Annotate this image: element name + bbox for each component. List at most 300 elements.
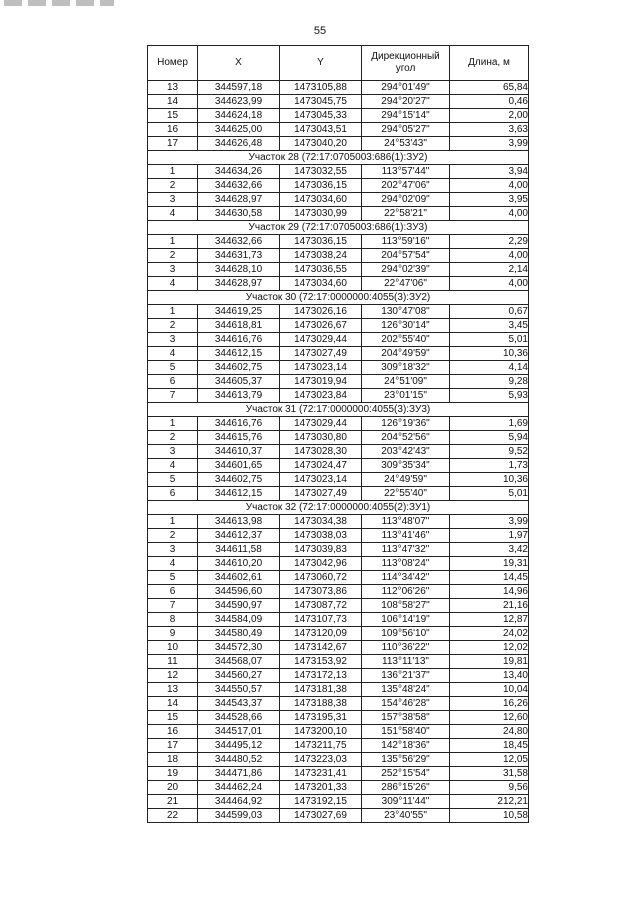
point-number: 5 <box>148 473 198 487</box>
coord-x: 344610,37 <box>198 445 280 459</box>
bearing-angle: 204°57'54" <box>362 249 450 263</box>
segment-length: 3,99 <box>450 137 529 151</box>
point-number: 15 <box>148 711 198 725</box>
point-number: 3 <box>148 193 198 207</box>
table-row <box>148 389 529 403</box>
coord-x: 344612,15 <box>198 347 280 361</box>
coord-y: 1473045,33 <box>280 109 362 123</box>
coord-x: 344619,25 <box>198 305 280 319</box>
point-number: 14 <box>148 697 198 711</box>
coord-x: 344632,66 <box>198 179 280 193</box>
coord-x: 344631,73 <box>198 249 280 263</box>
segment-length: 3,99 <box>450 515 529 529</box>
coord-y: 1473223,03 <box>280 753 362 767</box>
table-row <box>148 781 529 795</box>
bearing-angle: 113°47'32" <box>362 543 450 557</box>
section-row <box>148 151 529 165</box>
coord-x: 344613,98 <box>198 515 280 529</box>
table-row <box>148 459 529 473</box>
coord-x: 344596,60 <box>198 585 280 599</box>
bearing-angle: 24°49'59" <box>362 473 450 487</box>
coord-y: 1473023,84 <box>280 389 362 403</box>
coord-y: 1473027,49 <box>280 347 362 361</box>
segment-length: 212,21 <box>450 795 529 809</box>
table-row <box>148 375 529 389</box>
header-x: X <box>198 46 280 81</box>
coord-x: 344572,30 <box>198 641 280 655</box>
table-body <box>148 81 529 823</box>
segment-length: 14,45 <box>450 571 529 585</box>
section-row <box>148 501 529 515</box>
bearing-angle: 24°53'43" <box>362 137 450 151</box>
header-angle-line2: угол <box>395 63 416 74</box>
segment-length: 1,73 <box>450 459 529 473</box>
coord-x: 344543,37 <box>198 697 280 711</box>
table-row <box>148 95 529 109</box>
table-row <box>148 431 529 445</box>
table-row <box>148 697 529 711</box>
segment-length: 4,00 <box>450 179 529 193</box>
point-number: 3 <box>148 333 198 347</box>
coord-y: 1473027,69 <box>280 809 362 823</box>
segment-length: 5,01 <box>450 333 529 347</box>
bearing-angle: 22°47'06" <box>362 277 450 291</box>
point-number: 9 <box>148 627 198 641</box>
bearing-angle: 294°15'14" <box>362 109 450 123</box>
bearing-angle: 294°20'27" <box>362 95 450 109</box>
coord-x: 344602,75 <box>198 473 280 487</box>
table-row <box>148 571 529 585</box>
bearing-angle: 142°18'36" <box>362 739 450 753</box>
table-row <box>148 305 529 319</box>
bearing-angle: 309°35'34" <box>362 459 450 473</box>
point-number: 7 <box>148 389 198 403</box>
coord-y: 1473211,75 <box>280 739 362 753</box>
segment-length: 1,97 <box>450 529 529 543</box>
coord-x: 344632,66 <box>198 235 280 249</box>
segment-length: 21,16 <box>450 599 529 613</box>
table-row <box>148 193 529 207</box>
bearing-angle: 157°38'58" <box>362 711 450 725</box>
table-row <box>148 333 529 347</box>
coord-y: 1473192,15 <box>280 795 362 809</box>
coord-x: 344602,75 <box>198 361 280 375</box>
segment-length: 4,00 <box>450 249 529 263</box>
coord-y: 1473036,15 <box>280 235 362 249</box>
segment-length: 0,67 <box>450 305 529 319</box>
table-row <box>148 683 529 697</box>
bearing-angle: 108°58'27" <box>362 599 450 613</box>
coord-y: 1473172,13 <box>280 669 362 683</box>
bearing-angle: 23°01'15" <box>362 389 450 403</box>
segment-length: 5,01 <box>450 487 529 501</box>
point-number: 17 <box>148 739 198 753</box>
table-row <box>148 277 529 291</box>
coord-y: 1473023,14 <box>280 361 362 375</box>
point-number: 7 <box>148 599 198 613</box>
point-number: 4 <box>148 277 198 291</box>
bearing-angle: 309°18'32" <box>362 361 450 375</box>
point-number: 4 <box>148 557 198 571</box>
coord-y: 1473195,31 <box>280 711 362 725</box>
table-row <box>148 711 529 725</box>
bearing-angle: 22°55'40" <box>362 487 450 501</box>
section-title: Участок 30 (72:17:0000000:4055(3):ЗУ2) <box>148 291 529 305</box>
table-row <box>148 319 529 333</box>
table-row <box>148 515 529 529</box>
bearing-angle: 112°06'26" <box>362 585 450 599</box>
segment-length: 16,26 <box>450 697 529 711</box>
bearing-angle: 113°57'44" <box>362 165 450 179</box>
coord-x: 344568,07 <box>198 655 280 669</box>
segment-length: 31,58 <box>450 767 529 781</box>
section-title: Участок 32 (72:17:0000000:4055(2):ЗУ1) <box>148 501 529 515</box>
table-row <box>148 627 529 641</box>
point-number: 2 <box>148 529 198 543</box>
bearing-angle: 110°36'22" <box>362 641 450 655</box>
coord-x: 344616,76 <box>198 417 280 431</box>
section-title: Участок 31 (72:17:0000000:4055(3):ЗУ3) <box>148 403 529 417</box>
point-number: 2 <box>148 249 198 263</box>
bearing-angle: 109°56'10" <box>362 627 450 641</box>
coord-y: 1473034,38 <box>280 515 362 529</box>
point-number: 14 <box>148 95 198 109</box>
coord-x: 344630,58 <box>198 207 280 221</box>
coord-y: 1473043,51 <box>280 123 362 137</box>
table-row <box>148 361 529 375</box>
coord-y: 1473030,99 <box>280 207 362 221</box>
section-row <box>148 291 529 305</box>
table-row <box>148 753 529 767</box>
segment-length: 1,69 <box>450 417 529 431</box>
coord-x: 344597,18 <box>198 81 280 95</box>
coord-y: 1473105,88 <box>280 81 362 95</box>
coord-x: 344550,57 <box>198 683 280 697</box>
point-number: 4 <box>148 459 198 473</box>
table-row <box>148 487 529 501</box>
segment-length: 3,42 <box>450 543 529 557</box>
bearing-angle: 22°58'21" <box>362 207 450 221</box>
coord-y: 1473038,24 <box>280 249 362 263</box>
section-row <box>148 221 529 235</box>
coord-x: 344599,03 <box>198 809 280 823</box>
bearing-angle: 113°08'24" <box>362 557 450 571</box>
point-number: 3 <box>148 445 198 459</box>
segment-length: 4,00 <box>450 207 529 221</box>
point-number: 6 <box>148 585 198 599</box>
point-number: 4 <box>148 207 198 221</box>
coord-y: 1473026,67 <box>280 319 362 333</box>
coord-x: 344590,97 <box>198 599 280 613</box>
table-row <box>148 123 529 137</box>
segment-length: 19,31 <box>450 557 529 571</box>
table-row <box>148 347 529 361</box>
segment-length: 13,40 <box>450 669 529 683</box>
table-row <box>148 473 529 487</box>
point-number: 1 <box>148 305 198 319</box>
header-angle <box>362 46 450 81</box>
bearing-angle: 294°02'39" <box>362 263 450 277</box>
point-number: 1 <box>148 235 198 249</box>
coord-x: 344624,18 <box>198 109 280 123</box>
segment-length: 0,46 <box>450 95 529 109</box>
point-number: 4 <box>148 347 198 361</box>
table-row <box>148 445 529 459</box>
bearing-angle: 106°14'19" <box>362 613 450 627</box>
point-number: 16 <box>148 725 198 739</box>
coord-x: 344628,10 <box>198 263 280 277</box>
point-number: 5 <box>148 361 198 375</box>
coord-x: 344615,76 <box>198 431 280 445</box>
coord-x: 344462,24 <box>198 781 280 795</box>
table-row <box>148 165 529 179</box>
coord-x: 344626,48 <box>198 137 280 151</box>
table-row <box>148 81 529 95</box>
segment-length: 3,63 <box>450 123 529 137</box>
coord-x: 344464,92 <box>198 795 280 809</box>
coord-y: 1473153,92 <box>280 655 362 669</box>
segment-length: 10,36 <box>450 347 529 361</box>
coord-x: 344560,27 <box>198 669 280 683</box>
segment-length: 3,94 <box>450 165 529 179</box>
coord-y: 1473120,09 <box>280 627 362 641</box>
point-number: 12 <box>148 669 198 683</box>
point-number: 6 <box>148 375 198 389</box>
table-row <box>148 249 529 263</box>
coord-x: 344625,00 <box>198 123 280 137</box>
coord-y: 1473029,44 <box>280 417 362 431</box>
coord-y: 1473231,41 <box>280 767 362 781</box>
section-title: Участок 29 (72:17:0705003:686(1):ЗУ3) <box>148 221 529 235</box>
header-angle-line1: Дирекционный <box>371 51 440 62</box>
bearing-angle: 130°47'08" <box>362 305 450 319</box>
coord-y: 1473045,75 <box>280 95 362 109</box>
point-number: 8 <box>148 613 198 627</box>
point-number: 11 <box>148 655 198 669</box>
bearing-angle: 204°52'56" <box>362 431 450 445</box>
segment-length: 4,00 <box>450 277 529 291</box>
table-row <box>148 207 529 221</box>
coord-x: 344495,12 <box>198 739 280 753</box>
bearing-angle: 204°49'59" <box>362 347 450 361</box>
bearing-angle: 286°15'26" <box>362 781 450 795</box>
bearing-angle: 23°40'55" <box>362 809 450 823</box>
bearing-angle: 294°01'49" <box>362 81 450 95</box>
point-number: 22 <box>148 809 198 823</box>
segment-length: 10,58 <box>450 809 529 823</box>
bearing-angle: 252°15'54" <box>362 767 450 781</box>
bearing-angle: 113°48'07" <box>362 515 450 529</box>
coord-x: 344602,61 <box>198 571 280 585</box>
segment-length: 2,00 <box>450 109 529 123</box>
table-row <box>148 263 529 277</box>
table-row <box>148 613 529 627</box>
coord-x: 344471,86 <box>198 767 280 781</box>
coord-y: 1473200,10 <box>280 725 362 739</box>
page-number: 55 <box>313 25 327 37</box>
coord-y: 1473188,38 <box>280 697 362 711</box>
bearing-angle: 203°42'43" <box>362 445 450 459</box>
segment-length: 3,45 <box>450 319 529 333</box>
point-number: 1 <box>148 515 198 529</box>
coord-y: 1473036,15 <box>280 179 362 193</box>
table-row <box>148 795 529 809</box>
coord-y: 1473039,83 <box>280 543 362 557</box>
table-row <box>148 739 529 753</box>
bearing-angle: 114°34'42" <box>362 571 450 585</box>
segment-length: 5,94 <box>450 431 529 445</box>
table-row <box>148 585 529 599</box>
coord-x: 344605,37 <box>198 375 280 389</box>
bearing-angle: 135°48'24" <box>362 683 450 697</box>
bearing-angle: 126°30'14" <box>362 319 450 333</box>
coord-y: 1473201,33 <box>280 781 362 795</box>
scan-edge-mark <box>4 0 114 6</box>
segment-length: 24,02 <box>450 627 529 641</box>
segment-length: 9,56 <box>450 781 529 795</box>
coord-y: 1473181,38 <box>280 683 362 697</box>
segment-length: 12,87 <box>450 613 529 627</box>
coord-y: 1473023,14 <box>280 473 362 487</box>
table-row <box>148 529 529 543</box>
coord-x: 344480,52 <box>198 753 280 767</box>
point-number: 17 <box>148 137 198 151</box>
coord-y: 1473073,86 <box>280 585 362 599</box>
coord-y: 1473029,44 <box>280 333 362 347</box>
bearing-angle: 113°11'13" <box>362 655 450 669</box>
segment-length: 2,29 <box>450 235 529 249</box>
segment-length: 3,95 <box>450 193 529 207</box>
segment-length: 65,84 <box>450 81 529 95</box>
segment-length: 10,04 <box>450 683 529 697</box>
segment-length: 4,14 <box>450 361 529 375</box>
coord-y: 1473034,60 <box>280 193 362 207</box>
point-number: 19 <box>148 767 198 781</box>
point-number: 3 <box>148 263 198 277</box>
coord-y: 1473024,47 <box>280 459 362 473</box>
bearing-angle: 136°21'37" <box>362 669 450 683</box>
point-number: 20 <box>148 781 198 795</box>
coord-y: 1473034,60 <box>280 277 362 291</box>
bearing-angle: 309°11'44" <box>362 795 450 809</box>
coord-x: 344634,26 <box>198 165 280 179</box>
table-row <box>148 767 529 781</box>
point-number: 18 <box>148 753 198 767</box>
coord-x: 344616,76 <box>198 333 280 347</box>
table-row <box>148 557 529 571</box>
coord-y: 1473028,30 <box>280 445 362 459</box>
bearing-angle: 24°51'09" <box>362 375 450 389</box>
coord-y: 1473030,80 <box>280 431 362 445</box>
segment-length: 5,93 <box>450 389 529 403</box>
table-row <box>148 599 529 613</box>
point-number: 1 <box>148 417 198 431</box>
coord-x: 344610,20 <box>198 557 280 571</box>
header-y: Y <box>280 46 362 81</box>
point-number: 1 <box>148 165 198 179</box>
point-number: 10 <box>148 641 198 655</box>
bearing-angle: 294°02'09" <box>362 193 450 207</box>
point-number: 15 <box>148 109 198 123</box>
segment-length: 24,80 <box>450 725 529 739</box>
segment-length: 12,60 <box>450 711 529 725</box>
segment-length: 14,96 <box>450 585 529 599</box>
bearing-angle: 202°55'40" <box>362 333 450 347</box>
section-row <box>148 403 529 417</box>
coord-x: 344623,99 <box>198 95 280 109</box>
coord-y: 1473027,49 <box>280 487 362 501</box>
bearing-angle: 113°59'16" <box>362 235 450 249</box>
point-number: 13 <box>148 683 198 697</box>
coord-y: 1473019,94 <box>280 375 362 389</box>
segment-length: 10,36 <box>450 473 529 487</box>
bearing-angle: 151°58'40" <box>362 725 450 739</box>
coord-x: 344601,65 <box>198 459 280 473</box>
coord-x: 344517,01 <box>198 725 280 739</box>
coordinates-table <box>147 45 529 823</box>
table-row <box>148 109 529 123</box>
segment-length: 12,02 <box>450 641 529 655</box>
coord-y: 1473038,03 <box>280 529 362 543</box>
table-row <box>148 235 529 249</box>
coord-x: 344612,37 <box>198 529 280 543</box>
coord-x: 344611,58 <box>198 543 280 557</box>
point-number: 5 <box>148 571 198 585</box>
segment-length: 12,05 <box>450 753 529 767</box>
point-number: 13 <box>148 81 198 95</box>
bearing-angle: 113°41'46" <box>362 529 450 543</box>
bearing-angle: 135°56'29" <box>362 753 450 767</box>
coord-y: 1473026,16 <box>280 305 362 319</box>
bearing-angle: 126°19'36" <box>362 417 450 431</box>
segment-length: 18,45 <box>450 739 529 753</box>
coord-y: 1473060,72 <box>280 571 362 585</box>
bearing-angle: 154°46'28" <box>362 697 450 711</box>
segment-length: 19,81 <box>450 655 529 669</box>
segment-length: 9,52 <box>450 445 529 459</box>
coord-y: 1473040,20 <box>280 137 362 151</box>
coord-x: 344580,49 <box>198 627 280 641</box>
point-number: 6 <box>148 487 198 501</box>
coord-x: 344613,79 <box>198 389 280 403</box>
header-number: Номер <box>148 46 198 81</box>
table-row <box>148 669 529 683</box>
point-number: 2 <box>148 431 198 445</box>
point-number: 3 <box>148 543 198 557</box>
table-row <box>148 655 529 669</box>
coord-y: 1473032,55 <box>280 165 362 179</box>
coord-x: 344628,97 <box>198 277 280 291</box>
table-row <box>148 137 529 151</box>
coord-y: 1473042,96 <box>280 557 362 571</box>
table-row <box>148 543 529 557</box>
coord-x: 344612,15 <box>198 487 280 501</box>
table-row <box>148 641 529 655</box>
coord-y: 1473107,73 <box>280 613 362 627</box>
table-row <box>148 809 529 823</box>
coord-y: 1473087,72 <box>280 599 362 613</box>
point-number: 21 <box>148 795 198 809</box>
coord-x: 344528,66 <box>198 711 280 725</box>
bearing-angle: 294°05'27" <box>362 123 450 137</box>
segment-length: 9,28 <box>450 375 529 389</box>
table-row <box>148 179 529 193</box>
point-number: 2 <box>148 319 198 333</box>
table-row <box>148 725 529 739</box>
bearing-angle: 202°47'06" <box>362 179 450 193</box>
coord-x: 344618,81 <box>198 319 280 333</box>
table-row <box>148 417 529 431</box>
